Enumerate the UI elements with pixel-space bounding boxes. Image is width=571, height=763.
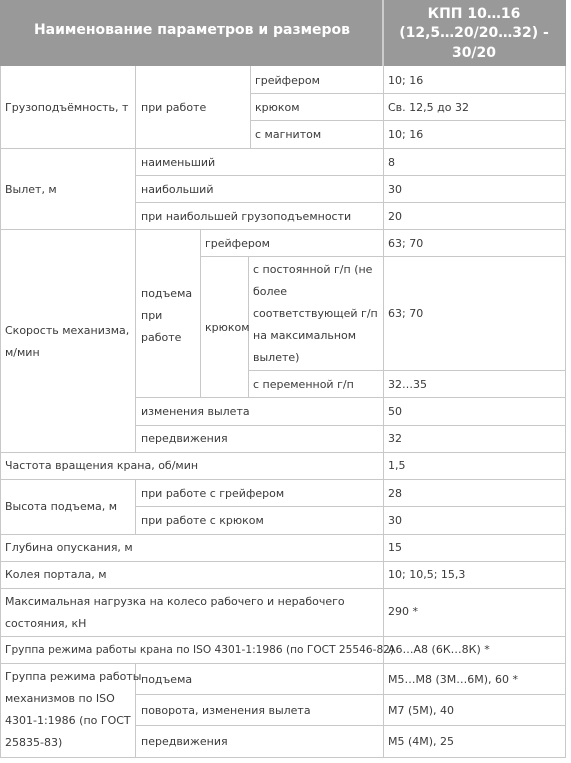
row-speed-grab: грейфером: [205, 237, 270, 250]
row-reach-min: наименьший: [141, 156, 216, 169]
row-mech-group-label-3: 4301-1:1986 (по ГОСТ: [5, 714, 131, 727]
row-speed-var-value: 32…35: [388, 378, 427, 391]
row-lift-height-label: Высота подъема, м: [5, 500, 118, 513]
row-speed-grab-value: 63; 70: [388, 237, 424, 250]
row-speed-const-2: более: [253, 285, 288, 298]
row-mech-group-travel: передвижения: [141, 735, 228, 748]
row-speed-lift-1: подъема: [141, 287, 193, 300]
row-reach-max-value: 30: [388, 183, 402, 196]
row-capacity-mode: при работе: [141, 101, 207, 114]
row-speed-const-value: 63; 70: [388, 307, 424, 320]
row-speed-travel: передвижения: [141, 432, 228, 445]
row-speed-var: с переменной г/п: [253, 378, 354, 391]
row-rotation-label: Частота вращения крана, об/мин: [5, 459, 199, 472]
row-mech-group-label-1: Группа режима работы: [5, 670, 142, 683]
row-speed-lift-2: при: [141, 309, 163, 322]
row-speed-label-2: м/мин: [5, 346, 40, 359]
row-gauge-label: Колея портала, м: [5, 568, 107, 581]
row-mech-group-lift: подъема: [141, 673, 193, 686]
row-speed-const-3: соответствующей г/п: [253, 307, 378, 320]
row-mech-group-label-4: 25835-83): [5, 736, 63, 749]
row-lift-height-hook: при работе с крюком: [141, 514, 264, 527]
row-depth-label: Глубина опускания, м: [5, 541, 133, 554]
row-lift-height-grab: при работе с грейфером: [141, 487, 285, 500]
row-speed-luffing: изменения вылета: [141, 405, 250, 418]
row-capacity-grab: грейфером: [255, 74, 320, 87]
row-crane-group-value: А6…А8 (6К…8К) *: [388, 643, 490, 656]
row-capacity-hook: крюком: [255, 101, 300, 114]
row-mech-group-travel-value: М5 (4М), 25: [388, 735, 455, 748]
row-speed-lift-3: работе: [141, 331, 182, 344]
row-speed-luffing-value: 50: [388, 405, 402, 418]
row-rotation-value: 1,5: [388, 459, 406, 472]
row-reach-at-max-load-value: 20: [388, 210, 402, 223]
row-speed-const-5: вылете): [253, 351, 300, 364]
row-mech-group-slew: поворота, изменения вылета: [141, 704, 311, 717]
row-wheel-load-label-1: Максимальная нагрузка на колесо рабочего и нерабочего: [5, 595, 345, 608]
header-model-line2: (12,5…20/20…32) -: [399, 25, 549, 41]
row-mech-group-lift-value: М5…М8 (3М…6М), 60 *: [388, 673, 519, 686]
row-speed-const-1: с постоянной г/п (не: [253, 263, 373, 276]
row-capacity-magnet: с магнитом: [255, 128, 322, 141]
row-crane-group-label: Группа режима работы крана по ISO 4301-1:1986 (по ГОСТ 25546-82): [5, 644, 395, 656]
row-lift-height-hook-value: 30: [388, 514, 402, 527]
row-capacity-label: Грузоподъёмность, т: [5, 101, 129, 114]
row-wheel-load-label-2: состояния, кН: [5, 617, 87, 630]
row-gauge-value: 10; 10,5; 15,3: [388, 568, 466, 581]
row-depth-value: 15: [388, 541, 402, 554]
header-model-line1: КПП 10…16: [427, 6, 521, 22]
row-speed-const-4: на максимальном: [253, 329, 357, 342]
row-speed-hook: крюком: [205, 321, 250, 334]
row-reach-min-value: 8: [388, 156, 395, 169]
row-mech-group-slew-value: М7 (5М), 40: [388, 704, 455, 717]
header-model-line3: 30/20: [451, 45, 497, 61]
row-capacity-grab-value: 10; 16: [388, 74, 424, 87]
row-wheel-load-value: 290 *: [388, 605, 418, 618]
row-capacity-magnet-value: 10; 16: [388, 128, 424, 141]
row-speed-travel-value: 32: [388, 432, 402, 445]
row-reach-label: Вылет, м: [5, 183, 57, 196]
row-lift-height-grab-value: 28: [388, 487, 402, 500]
row-reach-max: наибольший: [141, 183, 214, 196]
row-mech-group-label-2: механизмов по ISO: [5, 692, 115, 705]
row-speed-label-1: Скорость механизма,: [5, 324, 130, 337]
row-capacity-hook-value: Св. 12,5 до 32: [388, 101, 469, 114]
header-param-title: Наименование параметров и размеров: [33, 22, 351, 38]
row-reach-at-max-load: при наибольшей грузоподъемности: [141, 210, 352, 223]
